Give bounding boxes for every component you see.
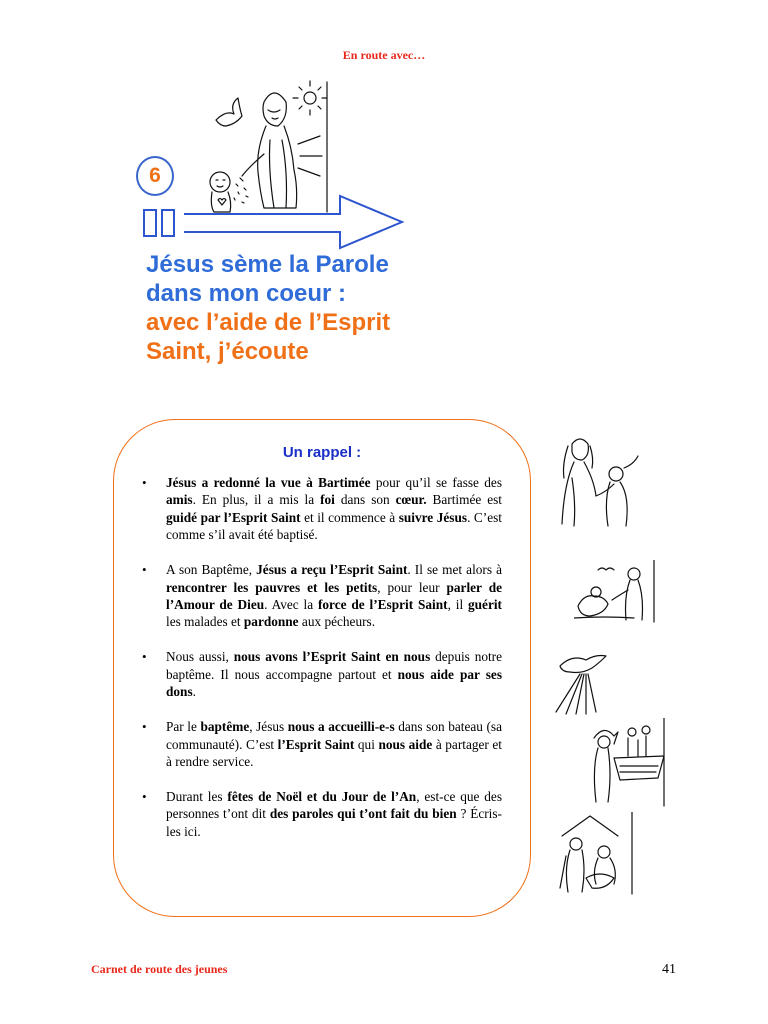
body-text: , il [447, 597, 469, 613]
title-line: Jésus sème la Parole [146, 251, 389, 278]
emphasis-text: nous avons l’Esprit Saint en nous [233, 649, 431, 665]
body-text: Durant les [166, 789, 228, 805]
emphasis-text: parler de l’Amour de Dieu [166, 579, 502, 613]
footer-booklet-title: Carnet de route des jeunes [91, 962, 228, 976]
body-text: . Il se met alors à [407, 562, 502, 578]
emphasis-text: fêtes de Noël et du Jour de l’An [227, 789, 417, 805]
body-text: Par le [166, 719, 201, 735]
emphasis-text: suivre Jésus [398, 509, 468, 525]
boat-community-illustration [584, 718, 668, 808]
emphasis-text: nous aide [378, 736, 433, 752]
reminder-heading: Un rappel : [282, 444, 362, 461]
emphasis-text: nous aide par ses dons [166, 666, 502, 700]
body-text: les malades et [166, 614, 244, 630]
body-text: depuis notre baptême. Il nous accompagne partout et [166, 649, 503, 682]
reminder-item [142, 788, 502, 840]
body-text: . Avec la [264, 597, 318, 613]
body-text: , pour leur [377, 579, 447, 595]
emphasis-text: rencontrer les pauvres et les petits [166, 579, 378, 595]
emphasis-text: Jésus a redonné la vue à Bartimée [166, 475, 371, 490]
title-line: avec l’aide de l’Esprit [146, 309, 391, 336]
emphasis-text: foi [320, 492, 335, 508]
body-text: A son Baptême, [166, 562, 257, 578]
body-text: Nous aussi, [166, 649, 234, 665]
reminder-item [142, 648, 502, 700]
page-number: 41 [662, 962, 676, 977]
chapter-number-badge: 6 [136, 156, 174, 196]
jesus-meeting-poor-illustration [574, 560, 658, 624]
body-text: . [192, 684, 196, 700]
emphasis-text: force de l’Esprit Saint [317, 597, 448, 613]
body-text: . En plus, il a mis la [192, 492, 321, 508]
body-text: . C’est comme s’il avait été baptisé. [166, 509, 502, 543]
body-text: à partager et à rendre service. [166, 736, 502, 770]
emphasis-text: guérit [468, 597, 502, 613]
emphasis-text: amis [166, 492, 193, 508]
body-text: et il commence à [300, 509, 399, 525]
body-text: , est-ce que des personnes t’ont dit [166, 789, 502, 822]
title-line: Saint, j’écoute [146, 338, 309, 365]
reminder-bullet-list [142, 474, 502, 858]
body-text: dans son [334, 492, 396, 508]
emphasis-text: des paroles qui t’ont fait du bien [269, 806, 457, 822]
title-line: dans mon coeur : [146, 280, 347, 307]
body-text: aux pécheurs. [298, 614, 376, 630]
right-arrow-icon [140, 192, 408, 252]
jesus-healing-illustration [554, 434, 644, 530]
emphasis-text: pardonne [243, 614, 299, 630]
emphasis-text: baptême [200, 719, 250, 735]
emphasis-text: nous a accueilli-e-s [287, 719, 395, 735]
reminder-item [142, 718, 502, 770]
emphasis-text: Jésus a reçu l’Esprit Saint [256, 562, 408, 578]
emphasis-text: cœur. [395, 492, 427, 508]
body-text: Bartimée est [426, 492, 502, 508]
nativity-illustration [556, 812, 636, 896]
emphasis-text: guidé par l’Esprit Saint [166, 509, 301, 525]
holy-spirit-dove-illustration [552, 652, 612, 716]
chapter-title [146, 250, 390, 366]
body-text: pour qu’il se fasse des [370, 475, 502, 490]
reminder-item [142, 474, 502, 544]
body-text: ? Écris-les ici. [166, 806, 502, 839]
body-text: dans son bateau (sa communauté). C’est [166, 719, 502, 752]
page-header: En route avec… [342, 48, 426, 62]
body-text: qui [354, 736, 379, 752]
body-text: , Jésus [249, 719, 288, 735]
reminder-item [142, 561, 502, 631]
emphasis-text: l’Esprit Saint [277, 736, 355, 752]
